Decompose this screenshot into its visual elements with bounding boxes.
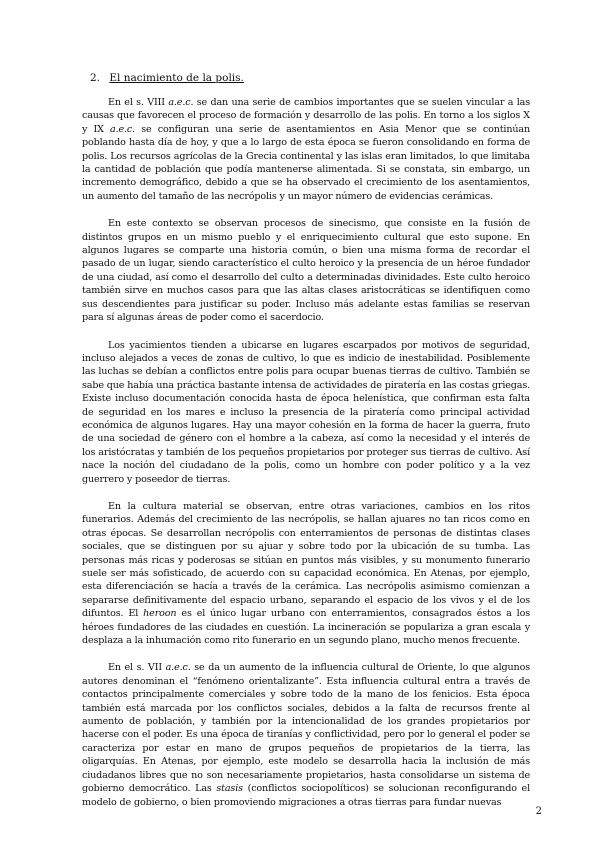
era-abbrev: a.e.c.	[165, 662, 191, 674]
paragraph-1: En el s. VIII a.e.c. se dan una serie de cambios importantes que se suelen vincular a las causas que favorecen el proceso de formación y desarrollo de las polis. En torno a los siglos X y IX a.e.c. se configuran una serie de asentamientos en Asia Menor que se continúan poblando hasta día de hoy, y que a lo largo de esta época se fueron consolidando en forma de polis. Los recursos agrícolas de la Grecia continental y las islas eran limitados, lo que limitaba la cantidad de población que podía mantenerse alimentada. Si se constata, sin embargo, un incremento demográfico, debido a que se ha observado el crecimiento de los asentamientos, un aumento del tamaño de las necrópolis y un mayor número de evidencias cerámicas.	[82, 97, 531, 202]
term-stasis: stasis	[216, 783, 243, 795]
section-title: El nacimiento de la polis.	[109, 72, 244, 84]
document-body	[82, 96, 530, 823]
era-abbrev: a.e.c.	[110, 123, 136, 135]
paragraph-2: En este contexto se observan procesos de sinecismo, que consiste en la fusión de distintos grupos en un mismo pueblo y el enriquecimiento cultural que esto supone. En algunos lugares se comparte una historia común, o bien una misma forma de recordar el pasado de un lugar, siendo característico el culto heroico y la presencia de un héroe fundador de una ciudad, así como el desarrollo del culto a determinadas divinidades. Este culto heroico también sirve en muchos casos para que las altas clases aristocráticas se identifiquen como sus descendientes para justificar su poder. Incluso más adelante estas familias se reservan para sí algunas áreas de poder como el sacerdocio.	[82, 218, 530, 324]
paragraph-5: En el s. VII a.e.c. se da un aumento de la influencia cultural de Oriente, lo que algunos autores denominan el “fenómeno orientalizante”. Esta influencia cultural entra a través de contactos principalmente comerciales y sobre todo de la mano de los fenicios. Esta época también está marcada por los conflictos sociales, debidos a la falta de recursos frente al aumento de población, y también por la intencionalidad de los grandes propietarios por hacerse con el poder. Es una época de tiranías y conflictividad, pero por lo general el poder se caracteriza por estar en mano de grupos pequeños de propietarios de la tierra, las oligarquías. En Atenas, por ejemplo, este modelo se desarrolla hacia la inclusión de más ciudadanos libres que no son necesariamente propietarios, hasta consolidarse un sistema de gobierno democrático. Las stasis (conflictos sociopolíticos) se solucionan reconfigurando el modelo de gobierno, o bien promoviendo migraciones a otras tierras para fundar nuevas	[82, 662, 530, 808]
era-abbrev: a.e.c.	[168, 97, 194, 108]
term-heroon: heroon	[143, 608, 177, 620]
paragraph-4: En la cultura material se observan, entre otras variaciones, cambios en los ritos funerarios. Además del crecimiento de las necrópolis, se hallan ajuares no tan ricos como en otras épocas. Se desarrollan necrópolis con enterramientos de personas de distintas clases sociales, que se distinguen por su ajuar y sobre todo por la ubicación de su tumba. Las personas más ricas y poderosas se sitúan en puntos más visibles, y su monumento funerario suele ser más sofisticado, de acuerdo con su capacidad económica. En Atenas, por ejemplo, esta diferenciación se hacía a través de la cerámica. Las necrópolis asimismo comienzan a separarse definitivamente del espacio urbano, separando el espacio de los vivos y el de los difuntos. El heroon es el único lugar urbano con enterramientos, consagrados éstos a los héroes fundadores de las ciudades en cuestión. La incineración se populariza a gran escala y desplaza a la inhumación como rito funerario en un segundo plano, mucho menos frecuente.	[82, 500, 530, 647]
paragraph-3: Los yacimientos tienden a ubicarse en lugares escarpados por motivos de seguridad, incluso alejados a veces de zonas de cultivo, lo que es indicio de inestabilidad. Posiblemente las luchas se debían a conflictos entre polis para ocupar buenas tierras de cultivo. También se sabe que había una práctica bastante intensa de actividades de piratería en las costas griegas. Existe incluso documentación conocida hasta de época helenística, que confirman esta falta de seguridad en los mares e incluso la presencia de la piratería como principal actividad económica de algunos lugares. Hay una mayor cohesión en la forma de hacer la guerra, fruto de una sociedad de género con el hombre a la cabeza, así como la necesidad y el interés de los aristócratas y también de los pequeños propietarios por proteger sus tierras de cultivo. Así nace la noción del ciudadano de la polis, como un hombre con poder político y a la vez guerrero y poseedor de tierras.	[82, 339, 530, 485]
section-number: 2.	[90, 72, 101, 84]
page-number: 2	[535, 806, 542, 817]
section-heading	[90, 72, 244, 85]
